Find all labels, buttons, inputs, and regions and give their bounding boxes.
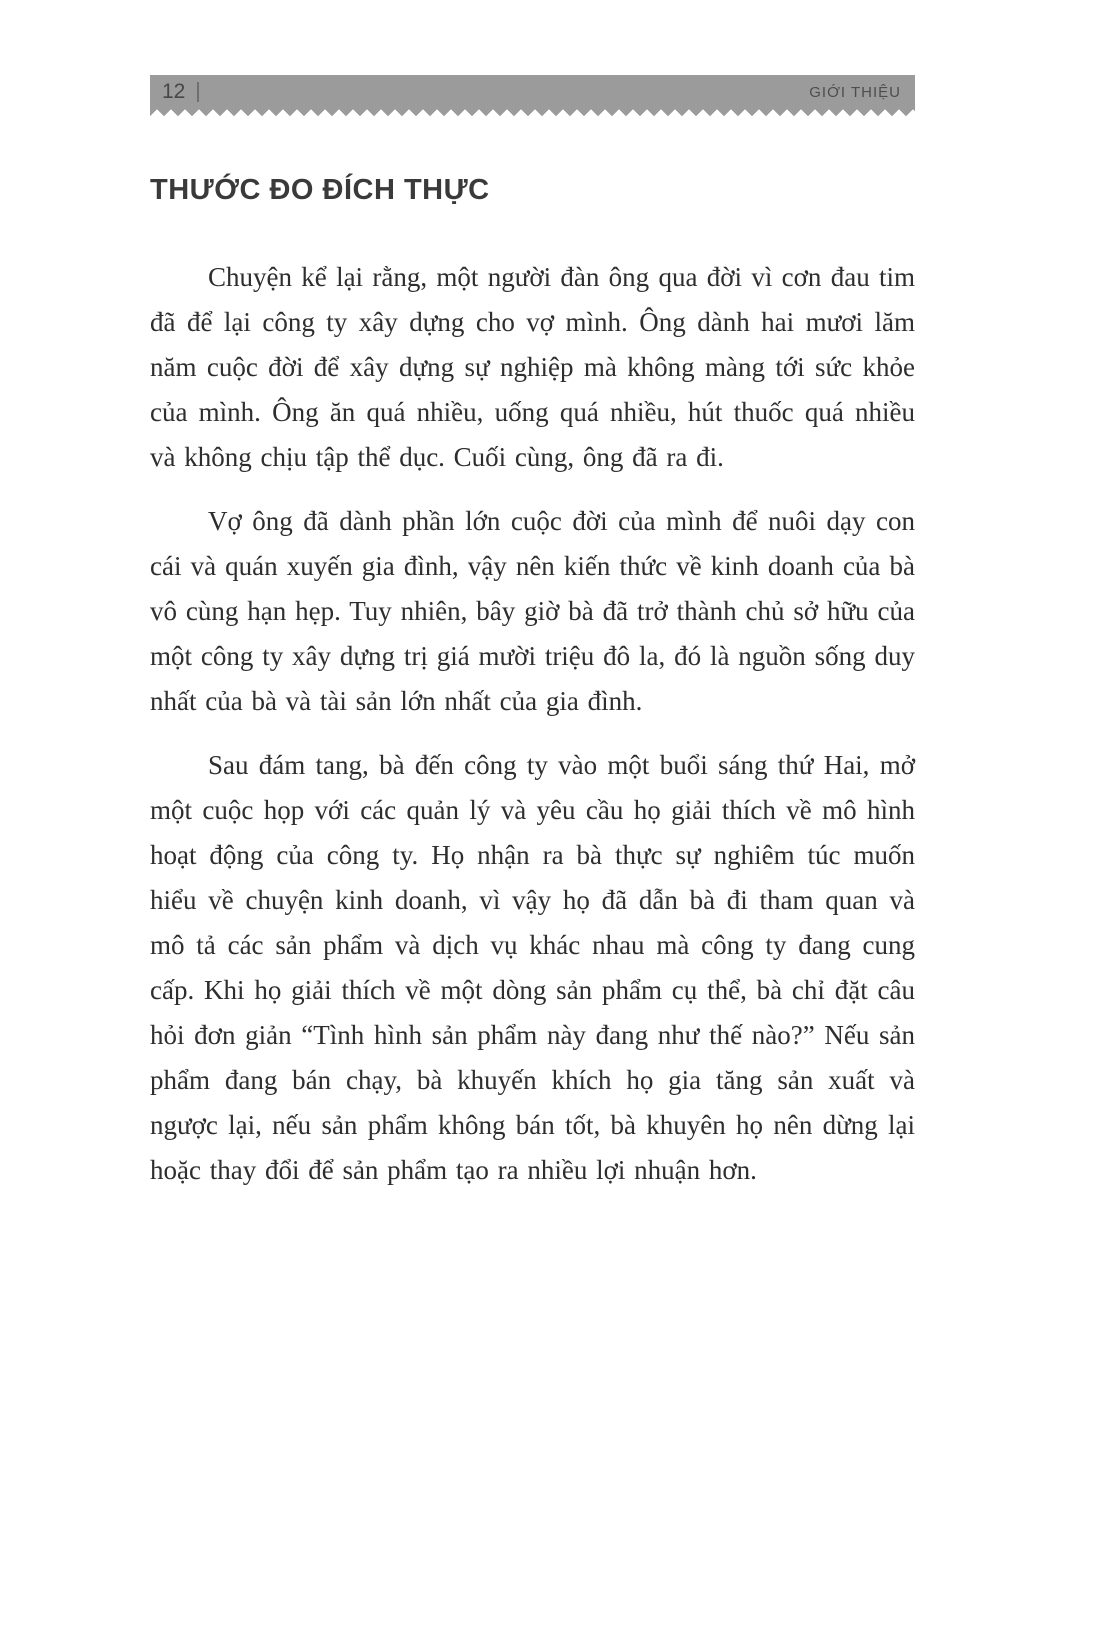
page-header bbox=[150, 75, 915, 116]
page-content bbox=[150, 75, 915, 1212]
paragraph-1: Chuyện kể lại rằng, một người đàn ông qua đời vì cơn đau tim đã để lại công ty xây dựng cho vợ mình. Ông dành hai mươi lăm năm cuộc đời để xây dựng sự nghiệp mà không màng tới sức khỏe của mình. Ông ăn quá nhiều, uống quá nhiều, hút thuốc quá nhiều và không chịu tập thể dục. Cuối cùng, ông đã ra đi. bbox=[150, 262, 915, 472]
header-separator bbox=[197, 82, 199, 102]
paragraph-3: Sau đám tang, bà đến công ty vào một buổi sáng thứ Hai, mở một cuộc họp với các quản lý và yêu cầu họ giải thích về mô hình hoạt động của công ty. Họ nhận ra bà thực sự nghiêm túc muốn hiểu về chuyện kinh doanh, vì vậy họ đã dẫn bà đi tham quan và mô tả các sản phẩm và dịch vụ khác nhau mà công ty đang cung cấp. Khi họ giải thích về một dòng sản phẩm cụ thể, bà chỉ đặt câu hỏi đơn giản “Tình hình sản phẩm này đang như thế nào?” Nếu sản phẩm đang bán chạy, bà khuyến khích họ gia tăng sản xuất và ngược lại, nếu sản phẩm không bán tốt, bà khuyên họ nên dừng lại hoặc thay đổi để sản phẩm tạo ra nhiều lợi nhuận hơn. bbox=[150, 750, 915, 1185]
header-zigzag-edge bbox=[150, 109, 915, 116]
page-number: 12 bbox=[162, 80, 186, 103]
header-left bbox=[162, 80, 199, 104]
chapter-heading: THƯỚC ĐO ĐÍCH THỰC bbox=[150, 174, 490, 206]
running-section-title: GIỚI THIỆU bbox=[809, 83, 901, 101]
body-text bbox=[150, 255, 915, 1193]
header-bar bbox=[150, 75, 915, 109]
paragraph-2: Vợ ông đã dành phần lớn cuộc đời của mình để nuôi dạy con cái và quán xuyến gia đình, vậy nên kiến thức về kinh doanh của bà vô cùng hạn hẹp. Tuy nhiên, bây giờ bà đã trở thành chủ sở hữu của một công ty xây dựng trị giá mười triệu đô la, đó là nguồn sống duy nhất của bà và tài sản lớn nhất của gia đình. bbox=[150, 506, 915, 716]
